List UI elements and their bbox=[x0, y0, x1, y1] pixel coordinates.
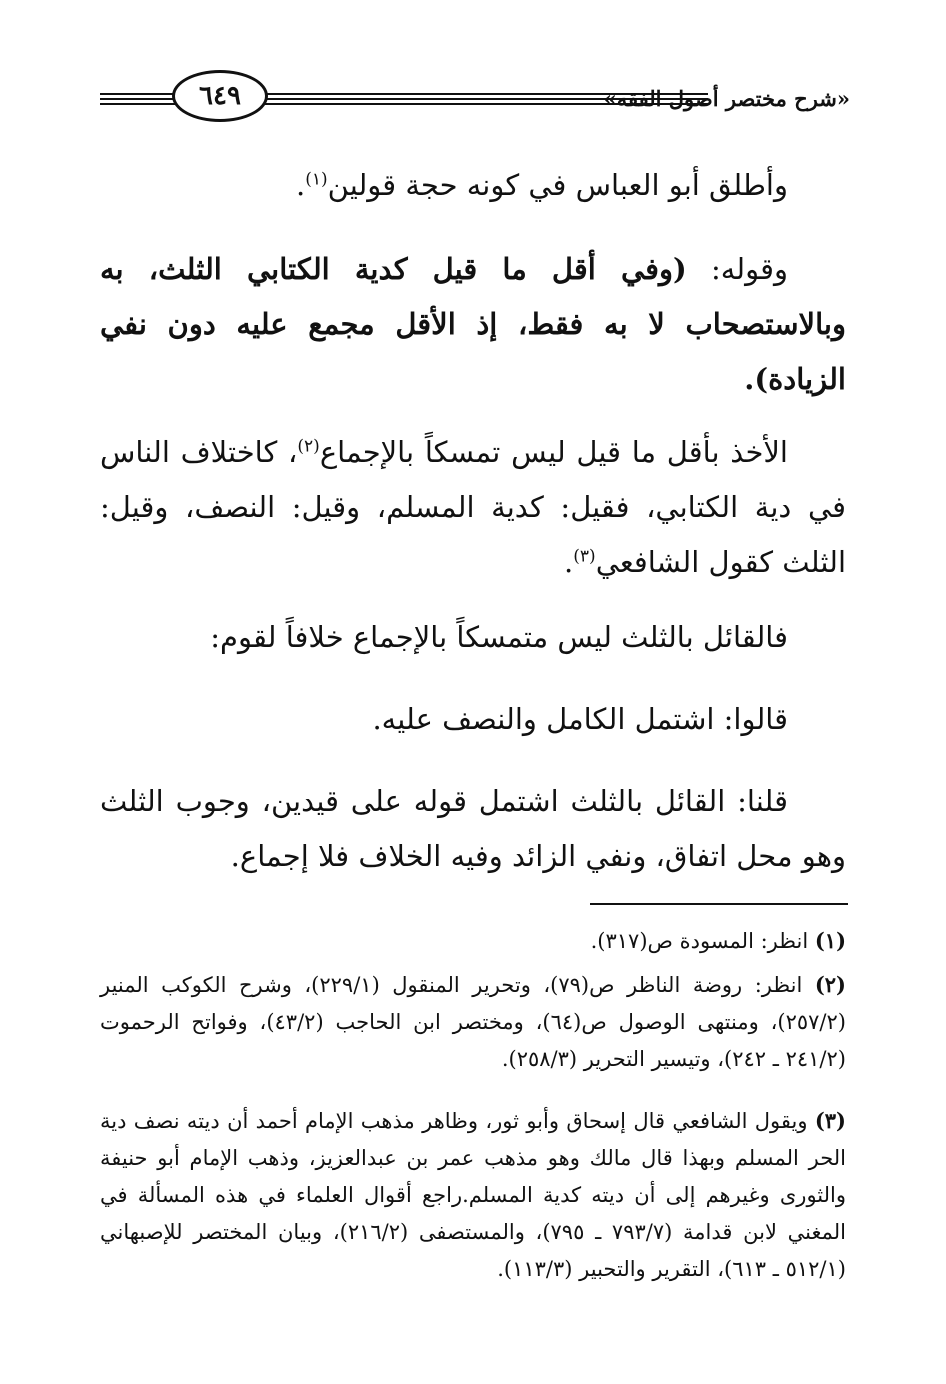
paragraph-3-text-b: ، كاختلاف الناس في دية الكتابي، فقيل: كدية المسلم، وقيل: النصف، وقيل: الثلث كقول الشافعي bbox=[100, 435, 846, 579]
footnote-ref-3: (٣) bbox=[573, 546, 596, 567]
header-rule-left bbox=[100, 93, 178, 105]
paragraph-5: قالوا: اشتمل الكامل والنصف عليه. bbox=[372, 702, 788, 736]
page-number-oval bbox=[172, 70, 268, 122]
footnote-divider bbox=[590, 903, 848, 905]
footnote-2 bbox=[100, 966, 846, 1078]
footnote-3 bbox=[100, 1102, 846, 1288]
paragraph-1-end: . bbox=[295, 168, 306, 202]
footnote-1-text: انظر: المسودة ص(٣١٧). bbox=[590, 929, 809, 953]
footnote-ref-2: (٢) bbox=[297, 436, 320, 457]
footnote-1-number: (١) bbox=[814, 928, 846, 953]
page-header bbox=[100, 70, 850, 130]
page-number: ٦٤٩ bbox=[199, 81, 241, 111]
paragraph-2 bbox=[100, 242, 846, 407]
book-title: «شرح مختصر أصول الفقه» bbox=[603, 86, 850, 111]
paragraph-1 bbox=[100, 158, 846, 213]
footnote-3-text: ويقول الشافعي قال إسحاق وأبو ثور، وظاهر مذهب الإمام أحمد أن ديته نصف دية الحر المسلم وبهذا قال مالك وهو مذهب عمر بن عبدالعزيز، وذهب الإمام أبو حنيفة والثورى وغيرهم إلى أن ديته كدية المسلم.راجع أقوال العلماء في هذه المسألة في المغني لابن قدامة (٧٩٣/٧ ـ ٧٩٥)، والمستصفى (٢١٦/٢)، وبيان المختصر للإصبهاني (٥١٢/١ ـ ٦١٣)، التقرير والتحبير (١١٣/٣). bbox=[100, 1109, 846, 1281]
footnote-2-text: انظر: روضة الناظر ص(٧٩)، وتحرير المنقول (٢٢٩/١)، وشرح الكوكب المنير (٢٥٧/٢)، ومنتهى الوصول ص(٦٤)، ومختصر ابن الحاجب (٤٣/٢)، وفواتح الرحموت (٢٤١/٢ ـ ٢٤٢)، وتيسير التحرير (٢٥٨/٣). bbox=[100, 973, 846, 1071]
paragraph-2-lead: وقوله: bbox=[686, 252, 788, 286]
paragraph-3-end: . bbox=[564, 545, 574, 579]
paragraph-4: فالقائل بالثلث ليس متمسكاً بالإجماع خلافاً لقوم: bbox=[210, 620, 788, 654]
paragraph-3-text-a: الأخذ بأقل ما قيل ليس تمسكاً بالإجماع bbox=[319, 435, 788, 469]
paragraph-6: قلنا: القائل بالثلث اشتمل قوله على قيدين، وجوب الثلث وهو محل اتفاق، ونفي الزائد وفيه الخلاف فلا إجماع. bbox=[100, 784, 846, 873]
footnote-1 bbox=[100, 922, 846, 960]
matn-quote: (وفي أقل ما قيل كدية الكتابي الثلث، به وبالاستصحاب لا به فقط، إذ الأقل مجمع عليه دون نفي الزيادة). bbox=[100, 252, 846, 396]
paragraph-3 bbox=[100, 425, 846, 590]
paragraph-1-text: وأطلق أبو العباس في كونه حجة قولين bbox=[327, 168, 788, 202]
footnote-ref-1: (١) bbox=[305, 169, 328, 190]
footnote-2-number: (٢) bbox=[814, 972, 846, 997]
footnote-3-number: (٣) bbox=[814, 1108, 846, 1133]
